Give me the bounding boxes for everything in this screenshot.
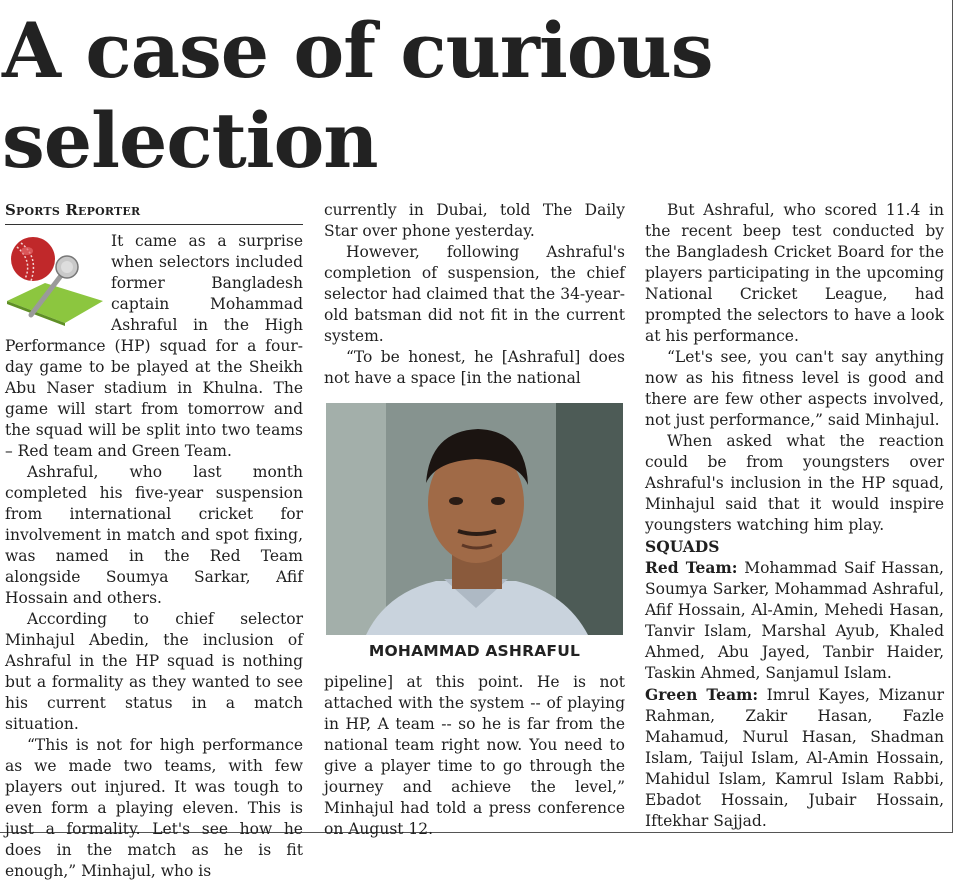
cricket-ball-microphone-icon <box>5 231 105 327</box>
paragraph: pipeline] at this point. He is not attached with the system -- of playing in HP, A team -- so he is far from the national team right now. You need to give a player time to go through the journey and achieve the level,” Minhajul had told a press conference on August 12. <box>324 673 625 838</box>
paragraph: “Let's see, you can't say anything now as his fitness level is good and there are few other aspects involved, not just performance,” said Minhajul. <box>645 348 944 429</box>
red-team-list <box>645 557 944 684</box>
green-team-list <box>645 684 944 832</box>
byline: Sports Reporter <box>5 200 303 225</box>
article-column-2 <box>324 200 625 840</box>
headline-line-1: A case of curious <box>2 6 713 95</box>
paragraph: Ashraful, who last month completed his five-year suspension from international cricket for involvement in match and spot fixing, was named in the Red Team alongside Soumya Sarkar, Afif Hossain and others. <box>5 463 303 607</box>
paragraph: When asked what the reaction could be from youngsters over Ashraful's inclusion in the HP squad, Minhajul said that it would inspire youngsters watching him play. <box>645 432 944 534</box>
player-photo <box>326 403 623 635</box>
photo-caption: MOHAMMAD ASHRAFUL <box>368 642 581 660</box>
paragraph-text: It came as a surprise when selectors included former Bangladesh captain Mohammad Ashraful in the High Performance (HP) squad for a four-day game to be played at the Sheikh Abu Naser stadium in Khulna. The game will start from tomorrow and the squad will be split into two teams – Red team and Green Team. <box>5 232 303 460</box>
paragraph: “To be honest, he [Ashraful] does not have a space [in the national <box>324 348 625 387</box>
paragraph: However, following Ashraful's completion of suspension, the chief selector had claimed that the 34-year-old batsman did not fit in the current system. <box>324 243 625 345</box>
red-team-label: Red Team: <box>645 558 738 577</box>
paragraph: currently in Dubai, told The Daily Star over phone yesterday. <box>324 201 625 240</box>
headline-line-2: selection <box>2 96 378 185</box>
headline <box>2 6 942 186</box>
squads-heading: SQUADS <box>645 537 720 556</box>
green-team-players: Imrul Kayes, Mizanur Rahman, Zakir Hasan, Fazle Mahamud, Nurul Hasan, Shadman Islam, Taijul Islam, Al-Amin Hossain, Mahidul Islam, Kamrul Islam Rabbi, Ebadot Hossain, Jubair Hossain, Iftekhar Sajjad. <box>645 686 944 830</box>
paragraph: According to chief selector Minhajul Abedin, the inclusion of Ashraful in the HP squad is nothing but a formality as they wanted to see his current status in a match situation. <box>5 610 303 733</box>
green-team-label: Green Team: <box>645 685 759 704</box>
article-column-1 <box>5 200 303 882</box>
paragraph: “This is not for high performance as we made two teams, with few players out injured. It was tough to even form a playing eleven. This is just a formality. Let's see how he does in the match as he is fit enough,” Minhajul, who is <box>5 736 303 880</box>
paragraph: But Ashraful, who scored 11.4 in the recent beep test conducted by the Bangladesh Cricket Board for the players participating in the upcoming National Cricket League, had prompted the selectors to have a look at his performance. <box>645 201 944 345</box>
paragraph <box>5 231 303 462</box>
red-team-players: Mohammad Saif Hassan, Soumya Sarker, Mohammad Ashraful, Afif Hossain, Al-Amin, Mehedi Hasan, Tanvir Islam, Marshal Ayub, Khaled Ahmed, Abu Jayed, Tanbir Haider, Taskin Ahmed, Sanjamul Islam. <box>645 559 944 682</box>
article-column-3 <box>645 200 944 832</box>
